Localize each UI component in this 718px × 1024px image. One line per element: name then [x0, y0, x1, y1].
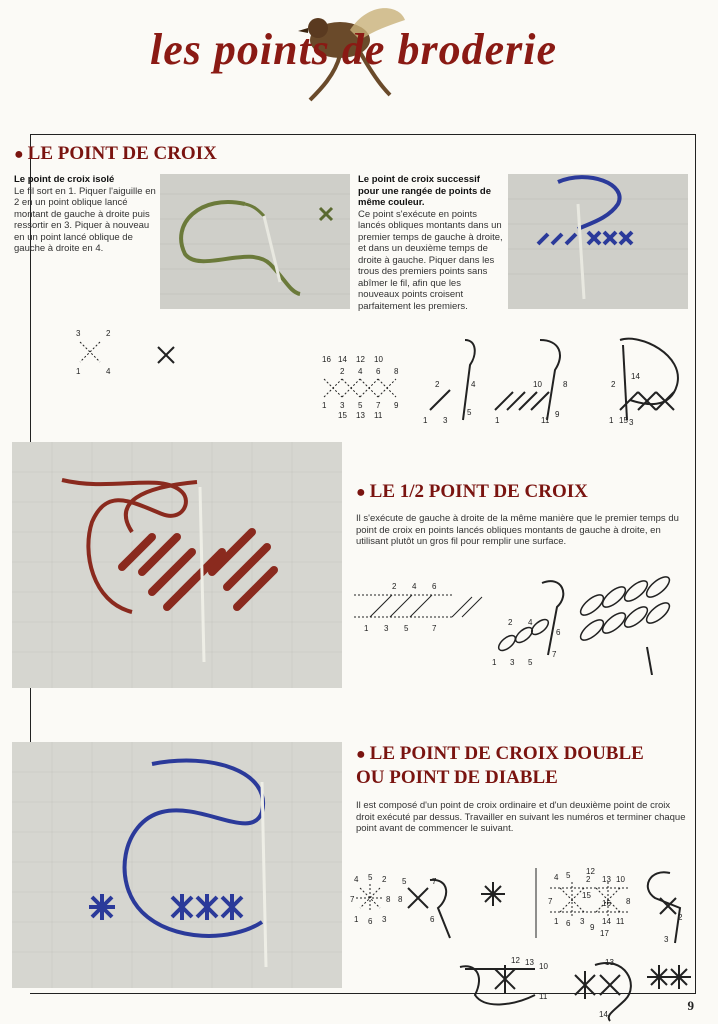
section1-right-text — [358, 174, 503, 312]
svg-text:3: 3 — [664, 935, 669, 944]
svg-text:6: 6 — [368, 917, 373, 926]
num-3: 3 — [76, 329, 81, 338]
svg-text:4: 4 — [528, 618, 533, 627]
section1-left-body: Le fil sort en 1. Piquer l'aiguille en 2 en un point oblique lancé montant de gauche à droite puis ressortir en 3. Piquer à nouveau en un point lancé oblique de gauche à droite en 4. — [14, 185, 156, 254]
svg-text:10: 10 — [616, 875, 625, 884]
svg-text:5: 5 — [528, 658, 533, 667]
photo-successive-cross — [508, 174, 688, 309]
svg-text:11: 11 — [616, 917, 625, 926]
section2-heading: ● LE 1/2 POINT DE CROIX — [356, 481, 588, 502]
svg-text:11: 11 — [541, 416, 550, 425]
svg-text:9: 9 — [394, 401, 399, 410]
section1-left-text — [14, 174, 156, 255]
section1-right-subtitle: Le point de croix successif pour une rangée de points de même couleur. — [358, 174, 492, 208]
diagram-double-cross-steps — [350, 868, 692, 956]
svg-text:16: 16 — [322, 355, 331, 364]
photo-single-cross — [160, 174, 350, 309]
svg-text:10: 10 — [539, 962, 548, 971]
diagram-cross-row — [320, 352, 408, 422]
svg-text:3: 3 — [382, 915, 387, 924]
svg-text:7: 7 — [350, 895, 355, 904]
svg-text:14: 14 — [599, 1010, 608, 1019]
section3-heading: ● LE POINT DE CROIX DOUBLE OU POINT DE DIABLE — [356, 743, 644, 788]
svg-text:4: 4 — [471, 380, 476, 389]
photo-double-cross — [12, 742, 342, 988]
diagram-cross-steps — [415, 335, 685, 430]
svg-text:3: 3 — [580, 917, 585, 926]
svg-text:13: 13 — [605, 958, 614, 967]
svg-text:12: 12 — [356, 355, 365, 364]
svg-text:13: 13 — [525, 958, 534, 967]
svg-text:4: 4 — [358, 367, 363, 376]
svg-text:2: 2 — [508, 618, 513, 627]
svg-text:3: 3 — [443, 416, 448, 425]
svg-text:7: 7 — [432, 624, 437, 633]
svg-text:2: 2 — [611, 380, 616, 389]
svg-text:5: 5 — [402, 877, 407, 886]
frame-top-line — [30, 134, 696, 135]
svg-text:3: 3 — [340, 401, 345, 410]
section1-right-body: Ce point s'exécute en points lancés obliques montants dans un premier temps de gauche à droite, et dans un deuxième temps de droite à gauche. Piquer dans les trous des premiers points sans abîmer le fil, afin que les nouveaux points croisent parfaitement les premiers. — [358, 208, 503, 312]
svg-text:14: 14 — [631, 372, 640, 381]
diagram-single-cross — [70, 322, 190, 382]
svg-text:6: 6 — [430, 915, 435, 924]
page-number: 9 — [687, 998, 694, 1013]
svg-text:7: 7 — [376, 401, 381, 410]
svg-text:8: 8 — [563, 380, 568, 389]
svg-text:5: 5 — [566, 871, 571, 880]
frame-left-line-2 — [30, 688, 31, 742]
svg-text:1: 1 — [609, 416, 614, 425]
svg-text:9: 9 — [555, 410, 560, 419]
svg-text:13: 13 — [602, 875, 611, 884]
svg-text:1: 1 — [354, 915, 359, 924]
svg-text:7: 7 — [432, 877, 437, 886]
svg-text:7: 7 — [552, 650, 557, 659]
svg-text:14: 14 — [602, 917, 611, 926]
diagram-half-cross — [352, 575, 688, 675]
photo-half-cross — [12, 442, 342, 688]
svg-text:11: 11 — [374, 411, 383, 420]
svg-text:15: 15 — [619, 416, 628, 425]
svg-text:1: 1 — [322, 401, 327, 410]
svg-text:7: 7 — [548, 897, 553, 906]
svg-text:1: 1 — [554, 917, 559, 926]
svg-text:2: 2 — [340, 367, 345, 376]
svg-text:1: 1 — [492, 658, 497, 667]
svg-text:1: 1 — [423, 416, 428, 425]
svg-text:8: 8 — [386, 895, 391, 904]
svg-text:3: 3 — [384, 624, 389, 633]
svg-text:8: 8 — [394, 367, 399, 376]
diagram-double-cross-final — [455, 955, 695, 1023]
svg-text:2: 2 — [586, 875, 591, 884]
svg-text:5: 5 — [368, 873, 373, 882]
num-2: 2 — [106, 329, 111, 338]
svg-text:4: 4 — [554, 873, 559, 882]
frame-right-line — [695, 134, 696, 994]
svg-text:3: 3 — [510, 658, 515, 667]
section3-text: Il est composé d'un point de croix ordinaire et d'un deuxième point de croix droit exécuté par dessus. Travailler en suivant les numéros et terminer chaque point avant de commencer le suivant. — [356, 800, 686, 834]
svg-text:17: 17 — [600, 929, 609, 938]
svg-text:2: 2 — [435, 380, 440, 389]
svg-text:14: 14 — [338, 355, 347, 364]
svg-text:4: 4 — [412, 582, 417, 591]
section1-left-subtitle: Le point de croix isolé — [14, 174, 115, 185]
svg-text:11: 11 — [539, 992, 548, 1001]
svg-text:9: 9 — [590, 923, 595, 932]
svg-text:8: 8 — [626, 897, 631, 906]
svg-text:1: 1 — [364, 624, 369, 633]
svg-text:6: 6 — [376, 367, 381, 376]
svg-text:12: 12 — [511, 956, 520, 965]
svg-text:6: 6 — [556, 628, 561, 637]
section1-heading: ● LE POINT DE CROIX — [14, 143, 217, 164]
svg-text:3: 3 — [629, 418, 634, 427]
svg-text:10: 10 — [533, 380, 542, 389]
svg-text:4: 4 — [354, 875, 359, 884]
num-4: 4 — [106, 367, 111, 376]
svg-text:15: 15 — [338, 411, 347, 420]
svg-text:2: 2 — [392, 582, 397, 591]
svg-text:15: 15 — [582, 891, 591, 900]
svg-text:5: 5 — [404, 624, 409, 633]
page-title: les points de broderie — [150, 25, 557, 74]
svg-text:2: 2 — [382, 875, 387, 884]
svg-text:2: 2 — [678, 913, 683, 922]
svg-text:6: 6 — [432, 582, 437, 591]
svg-text:10: 10 — [374, 355, 383, 364]
section2-text: Il s'exécute de gauche à droite de la même manière que le premier temps du point de croix en points lancés obliques montants de gauche à droite, en utilisant plutôt un gros fil pour remplir une surface. — [356, 513, 679, 547]
svg-text:5: 5 — [358, 401, 363, 410]
svg-text:16: 16 — [602, 899, 611, 908]
svg-text:5: 5 — [467, 408, 472, 417]
svg-text:1: 1 — [495, 416, 500, 425]
num-1: 1 — [76, 367, 81, 376]
svg-text:13: 13 — [356, 411, 365, 420]
svg-text:12: 12 — [586, 868, 595, 876]
svg-text:6: 6 — [566, 919, 571, 928]
svg-text:8: 8 — [398, 895, 403, 904]
